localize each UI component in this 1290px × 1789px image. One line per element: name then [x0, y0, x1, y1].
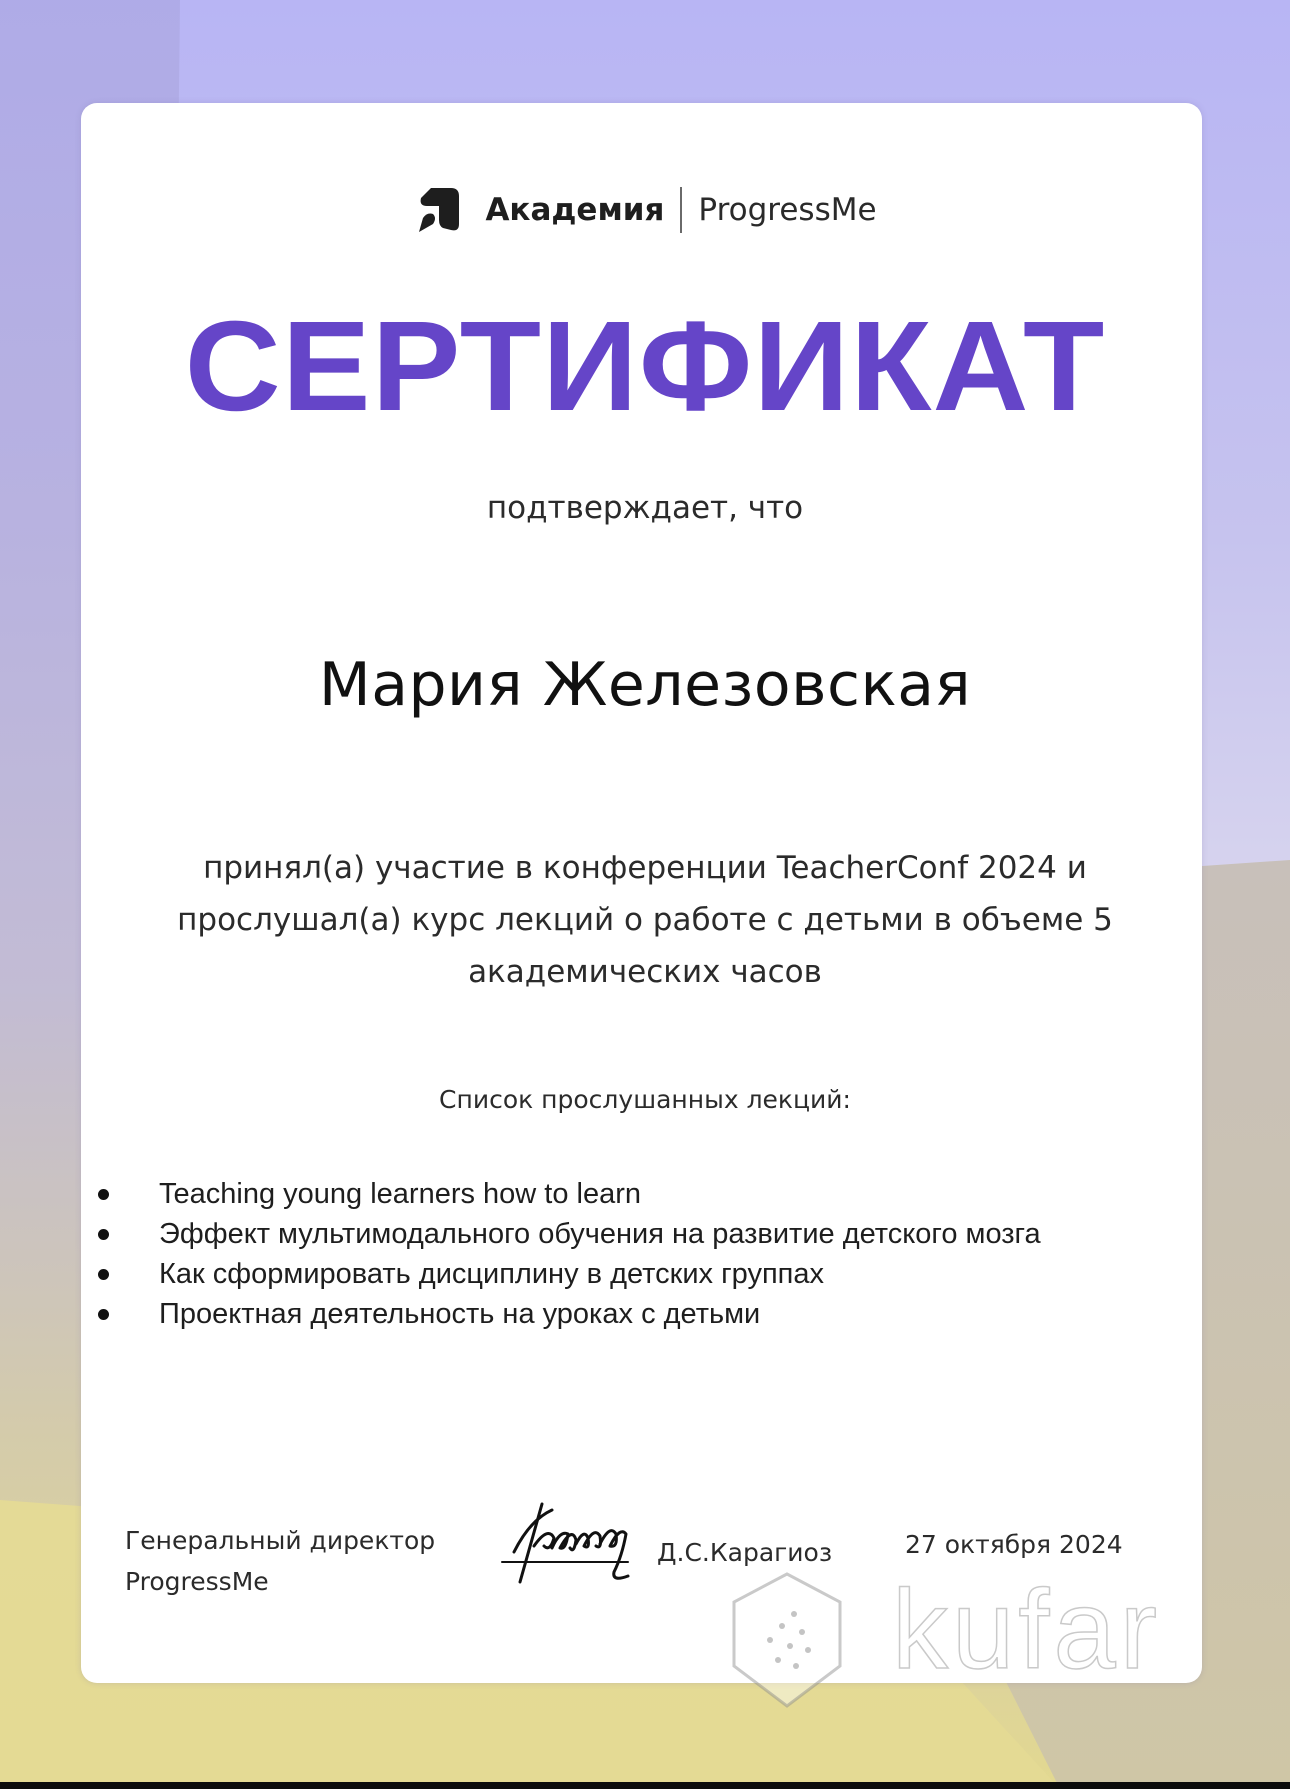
watermark-text: kufar: [892, 1567, 1161, 1692]
list-item: [96, 1174, 1041, 1214]
signer-name: Д.С.Карагиоз: [657, 1538, 833, 1567]
lecture-title: Проектная деятельность на уроках с детьми: [159, 1297, 761, 1330]
bullet-icon: [98, 1269, 109, 1280]
list-item: [96, 1254, 1041, 1294]
description-line: принял(а) участие в конференции TeacherConf 2024 и: [203, 850, 1087, 886]
brand-partner-label: ProgressMe: [698, 192, 877, 228]
bullet-icon: [98, 1229, 109, 1240]
brand-divider: [680, 187, 682, 233]
signer-role-title: Генеральный директор: [125, 1526, 436, 1555]
kufar-hexagon-logo-icon: [712, 1566, 862, 1716]
description-line: прослушал(а) курс лекций о работе с детьми в объеме 5: [177, 902, 1113, 938]
signer-role-company: ProgressMe: [125, 1567, 269, 1596]
handwritten-signature-icon: [490, 1490, 650, 1600]
lecture-title: Эффект мультимодального обучения на развитие детского мозга: [159, 1217, 1041, 1250]
lectures-list: [96, 1174, 1041, 1334]
progressme-academy-logo-icon: [413, 184, 465, 236]
signer-role: [125, 1520, 435, 1602]
list-item: [96, 1294, 1041, 1334]
bullet-icon: [98, 1309, 109, 1320]
description-line: академических часов: [468, 954, 822, 990]
kufar-watermark: [712, 1566, 1212, 1716]
certificate-title: СЕРТИФИКАТ: [184, 295, 1106, 438]
brand-academy-label: Академия: [485, 192, 665, 228]
bottom-edge-bar: [0, 1782, 1290, 1789]
lectures-heading: Список прослушанных лекций:: [439, 1085, 851, 1114]
certificate-description: [0, 842, 1290, 998]
list-item: [96, 1214, 1041, 1254]
brand-header: [0, 184, 1290, 236]
issue-date: 27 октября 2024: [905, 1530, 1123, 1559]
bullet-icon: [98, 1189, 109, 1200]
lecture-title: Teaching young learners how to learn: [159, 1177, 642, 1210]
lecture-title: Как сформировать дисциплину в детских группах: [159, 1257, 824, 1290]
confirms-text: подтверждает, что: [486, 490, 804, 526]
recipient-name: Мария Железовская: [318, 650, 972, 720]
